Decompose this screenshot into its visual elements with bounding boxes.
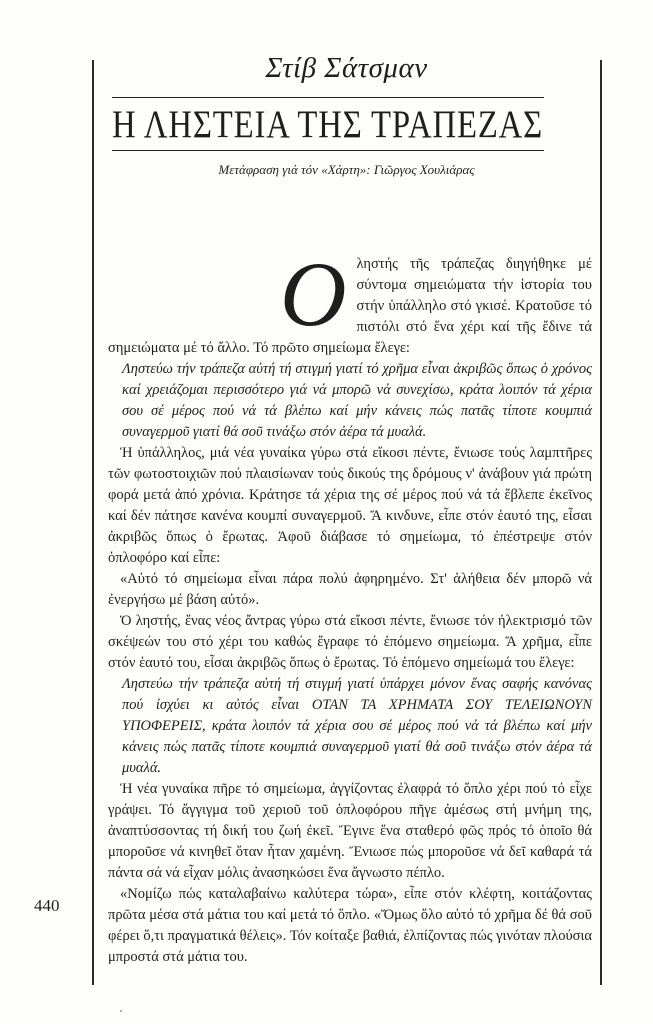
note-quote-1: Ληστεύω τήν τράπεζα αὐτή τή στιγμή γιατί τό χρῆμα εἶναι ἀκριβῶς ὅπως ὁ χρόνος καί χρειάζομαι περισσότερο γιά νά μπορῶ νά συνεχίσω, κράτα λοιπόν τά χέρια σου σέ μέρος πού νά τά βλέπω καί μήν κάνεις πώς πατᾶς τίποτε κουμπιά συναγερμοῦ γιατί θά σοῦ τινάξω στόν ἀέρα τά μυαλά. bbox=[122, 361, 592, 440]
opening-text: ληστής τῆς τράπεζας διηγήθηκε μέ σύντομα σημειώματα τήν ἱστορία του στήν ὑπάλληλο στό γκισέ. Κρατοῦσε τό πιστόλι στό ἕνα χέρι καί τῆς ἔδινε τά σημειώματα μέ τό ἄλλο. Τό πρῶτο σημείωμα ἔλεγε: bbox=[108, 256, 592, 356]
opening-paragraph bbox=[108, 236, 592, 359]
author-name: Στίβ Σάτσμαν bbox=[265, 52, 428, 84]
page-number: 440 bbox=[34, 896, 60, 915]
drop-cap: Ο bbox=[280, 243, 347, 345]
paragraph: Ὁ ληστής, ἕνας νέος ἄντρας γύρω στά εἴκοσι πέντε, ἔνιωσε τόν ἠλεκτρισμό τῶν σκέψεών του στό χέρι του καθώς ἔγραφε τό ἑπόμενο σημείωμα. Ἄ χρῆμα, εἶπε στόν ἑαυτό του, εἶσαι ἀκριβῶς ὅπως ὁ ἔρωτας. Τό ἑπόμενο σημείωμά του ἔλεγε: bbox=[108, 613, 592, 671]
dialogue-paragraph: «Αὐτό τό σημείωμα εἶναι πάρα πολύ ἀφηρημένο. Στ' ἀλήθεια δέν μπορῶ νά ἐνεργήσω μέ βάση αὐτό». bbox=[108, 571, 592, 608]
paragraph: Ἡ νέα γυναίκα πῆρε τό σημείωμα, ἀγγίζοντας ἐλαφρά τό ὅπλο χέρι πού τό εἶχε γράψει. Τό ἄγγιγμα τοῦ χεριοῦ τοῦ ὁπλοφόρου πῆγε ἀμέσως στή μνήμη της, ἀναπτύσσοντας τή δική του ζωή ἐκεῖ. Ἔγινε ἕνα σταθερό φῶς πρός τό ὁποῖο θά μποροῦσε νά κινηθεῖ ὅταν ἦταν χαμένη. Ἔνιωσε πώς μποροῦσε νά δεῖ καθαρά τά πάντα σά νά εἶχαν μόλις ἀνασηκώσει ἕνα ἄγνωστο πέπλο. bbox=[108, 781, 592, 881]
paragraph: Ἡ ὑπάλληλος, μιά νέα γυναίκα γύρω στά εἴκοσι πέντε, ἔνιωσε τούς λαμπτῆρες τῶν φωτοστοιχιῶν πού πλαισίωναν τούς δικούς της δρόμους ν' ἀνάβουν γιά πρώτη φορά μετά ἀπό χρόνια. Κράτησε τά χέρια της σέ μέρος πού νά τά ἔβλεπε ἐκεῖνος καί δέν πάτησε κανένα κουμπί συναγερμοῦ. Ἄ κινδυνε, εἶπε στόν ἑαυτό της, εἶσαι ἀκριβῶς ὅπως ὁ ἔρωτας. Ἀφοῦ διάβασε τό σημείωμα, τό ἐπέστρεψε στόν ὁπλοφόρο καί εἶπε: bbox=[108, 445, 592, 566]
translator-credit: Μετάφραση γιά τόν «Χάρτη»: Γιῶργος Χουλιάρας bbox=[218, 162, 475, 177]
story-title: Η ΛΗΣΤΕΙΑ ΤΗΣ ΤΡΑΠΕΖΑΣ bbox=[112, 102, 544, 146]
scan-speck bbox=[120, 1010, 122, 1012]
story-body bbox=[108, 236, 592, 968]
title-frame bbox=[112, 97, 544, 151]
dialogue-paragraph: «Νομίζω πώς καταλαβαίνω καλύτερα τώρα», εἶπε στόν κλέφτη, κοιτάζοντας πρῶτα μέσα στά μάτια του καί μετά τό ὅπλο. «Ὅμως ὅλο αὐτό τό χρῆμα δέ θά σοῦ φέρει ὅ,τι πραγματικά θέλεις». Τόν κοίταξε βαθιά, ἐλπίζοντας πώς γινόταν πλούσια μπροστά στά μάτια του. bbox=[108, 886, 592, 965]
right-margin-rule bbox=[600, 60, 602, 985]
note-quote-2: Ληστεύω τήν τράπεζα αὐτή τή στιγμή γιατί ὑπάρχει μόνον ἕνας σαφής κανόνας πού ἰσχύει κι αὐτός εἶναι ΟΤΑΝ ΤΑ ΧΡΗΜΑΤΑ ΣΟΥ ΤΕΛΕΙΩΝΟΥΝ ΥΠΟΦΕΡΕΙΣ, κράτα λοιπόν τά χέρια σου σέ μέρος πού νά τά βλέπω καί μήν κάνεις πώς πατᾶς τίποτε κουμπιά συναγερμοῦ γιατί θά σοῦ τινάξω στόν ἀέρα τά μυαλά. bbox=[122, 676, 592, 776]
left-margin-rule bbox=[92, 60, 94, 985]
